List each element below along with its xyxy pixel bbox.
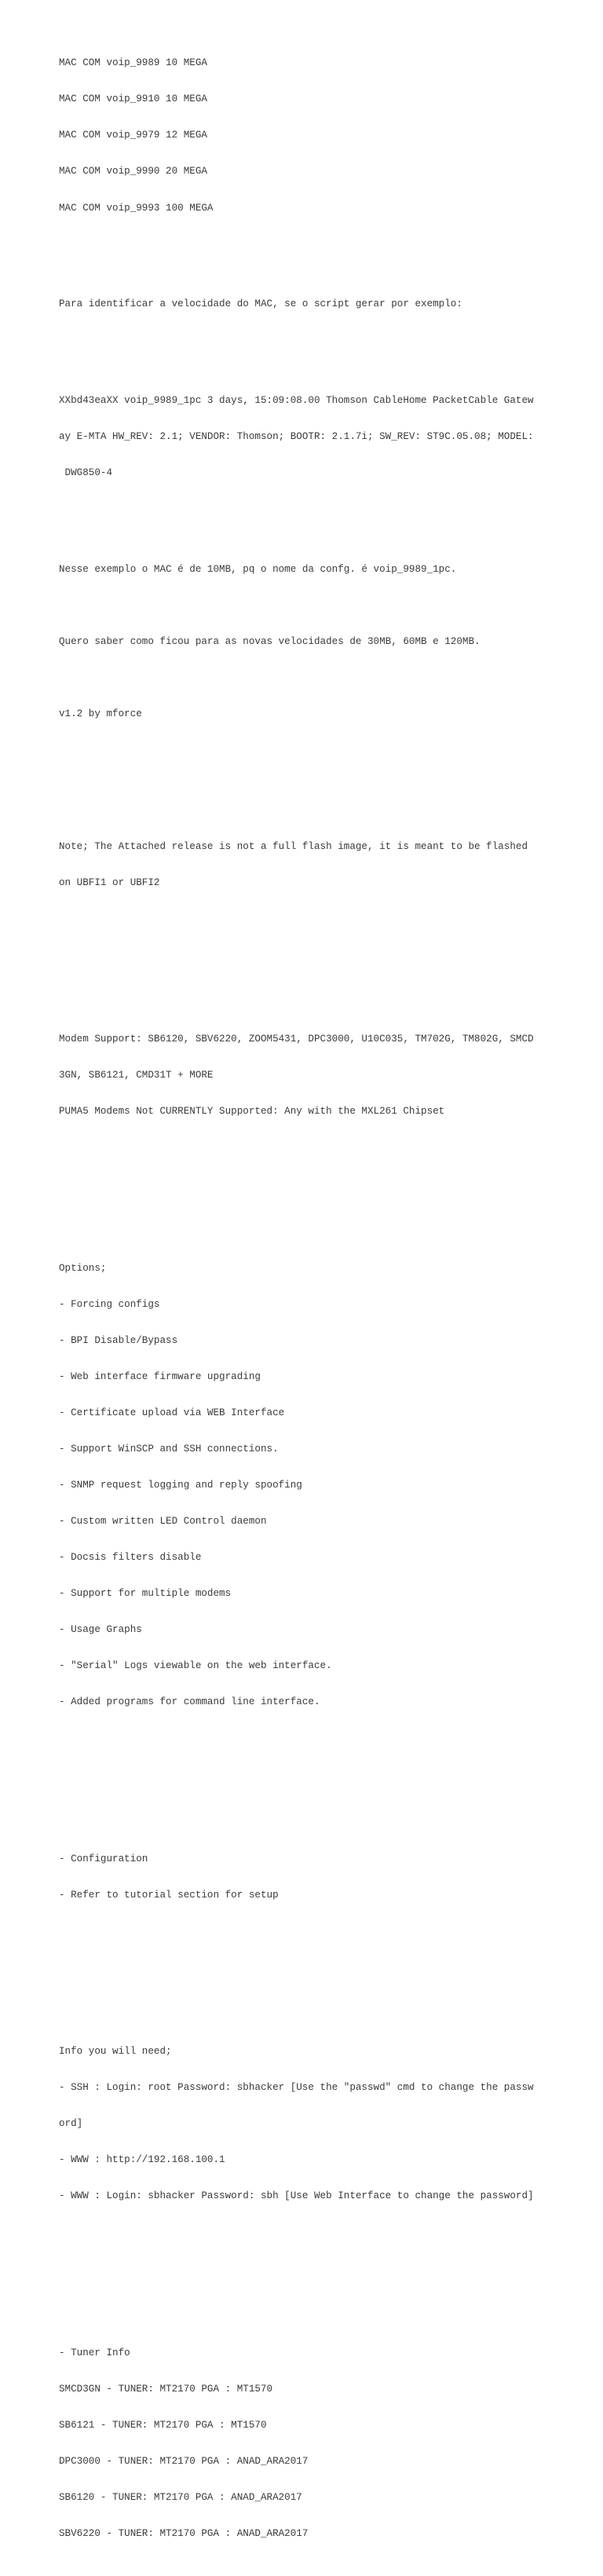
spacer [59, 2251, 546, 2263]
example-explanation: Nesse exemplo o MAC é de 10MB, pq o nome da confg. é voip_9989_1pc. [59, 563, 457, 575]
mac-line: MAC COM voip_9910 10 MEGA [59, 93, 207, 105]
tuner-line: SB6121 - TUNER: MT2170 PGA : MT1570 [59, 2419, 267, 2431]
configuration-line: - Refer to tutorial section for setup [59, 1889, 279, 1901]
options-section [59, 1239, 546, 1733]
info-heading: Info you will need; [59, 2046, 172, 2058]
mac-line: MAC COM voip_9989 10 MEGA [59, 57, 207, 69]
spacer [59, 974, 546, 986]
tuner-heading: - Tuner Info [59, 2347, 130, 2358]
option-item: - BPI Disable/Bypass [59, 1334, 178, 1346]
option-item: - Added programs for command line interface. [59, 1696, 320, 1708]
spacer [59, 781, 546, 792]
info-line: - WWW : http://192.168.100.1 [59, 2154, 225, 2166]
spacer [59, 335, 546, 346]
note-line: Note; The Attached release is not a full flash image, it is meant to be flashed [59, 840, 528, 852]
spacer [59, 600, 546, 612]
mac-line: MAC COM voip_9979 12 MEGA [59, 130, 207, 141]
spacer [59, 1757, 546, 1769]
info-line: - WWW : Login: sbhacker Password: sbh [Use Web Interface to change the password] [59, 2190, 534, 2202]
spacer [59, 672, 546, 684]
spacer [59, 262, 546, 274]
identify-intro: Para identificar a velocidade do MAC, se o script gerar por exemplo: [59, 298, 462, 310]
spacer [59, 1166, 546, 1178]
option-item: - Forcing configs [59, 1298, 160, 1310]
option-item: - "Serial" Logs viewable on the web interface. [59, 1660, 332, 1672]
document-body [59, 9, 546, 2576]
question: Quero saber como ficou para as novas velocidades de 30MB, 60MB e 120MB. [59, 635, 481, 647]
spacer [59, 528, 546, 540]
mac-line: MAC COM voip_9993 100 MEGA [59, 202, 214, 214]
spacer [59, 937, 546, 949]
option-item: - SNMP request logging and reply spoofing [59, 1479, 302, 1491]
spacer [59, 1985, 546, 1997]
tuner-line: SB6120 - TUNER: MT2170 PGA : ANAD_ARA2017 [59, 2491, 302, 2503]
spacer [59, 745, 546, 756]
modem-support-line: Modem Support: SB6120, SBV6220, ZOOM5431, DPC3000, U10C035, TM702G, TM802G, SMCD [59, 1034, 534, 1045]
note-line: on UBFI1 or UBFI2 [59, 876, 160, 888]
example-line: XXbd43eaXX voip_9989_1pc 3 days, 15:09:08.00 Thomson CableHome PacketCable Gatew [59, 395, 534, 406]
option-item: - Support WinSCP and SSH connections. [59, 1443, 279, 1454]
example-line: DWG850-4 [59, 467, 113, 479]
option-item: - Docsis filters disable [59, 1552, 202, 1563]
modem-support-line: 3GN, SB6121, CMD31T + MORE [59, 1070, 214, 1081]
option-item: - Support for multiple modems [59, 1588, 232, 1600]
tuner-line: SMCD3GN - TUNER: MT2170 PGA : MT1570 [59, 2383, 273, 2395]
options-heading: Options; [59, 1262, 107, 1274]
example-output [59, 371, 546, 503]
modem-support [59, 1010, 546, 1143]
mac-line: MAC COM voip_9990 20 MEGA [59, 166, 207, 177]
option-item: - Certificate upload via WEB Interface [59, 1407, 285, 1418]
example-line: ay E-MTA HW_REV: 2.1; VENDOR: Thomson; BOOTR: 2.1.7i; SW_REV: ST9C.05.08; MODEL: [59, 431, 534, 443]
info-line: ord] [59, 2118, 83, 2130]
note [59, 817, 546, 913]
configuration-line: - Configuration [59, 1853, 148, 1864]
mac-list [59, 34, 546, 239]
option-item: - Usage Graphs [59, 1624, 142, 1636]
tuner-line: DPC3000 - TUNER: MT2170 PGA : ANAD_ARA2017 [59, 2455, 309, 2467]
spacer [59, 1793, 546, 1805]
info-section [59, 2022, 546, 2227]
tuner-section [59, 2323, 546, 2564]
version: v1.2 by mforce [59, 708, 142, 719]
spacer [59, 1202, 546, 1214]
configuration-section [59, 1829, 546, 1926]
modem-support-line: PUMA5 Modems Not CURRENTLY Supported: Any with the MXL261 Chipset [59, 1106, 445, 1118]
option-item: - Custom written LED Control daemon [59, 1515, 267, 1527]
option-item: - Web interface firmware upgrading [59, 1370, 261, 1382]
info-line: - SSH : Login: root Password: sbhacker [Use the "passwd" cmd to change the passw [59, 2082, 534, 2094]
tuner-line: SBV6220 - TUNER: MT2170 PGA : ANAD_ARA2017 [59, 2527, 309, 2539]
spacer [59, 2287, 546, 2299]
spacer [59, 1949, 546, 1961]
